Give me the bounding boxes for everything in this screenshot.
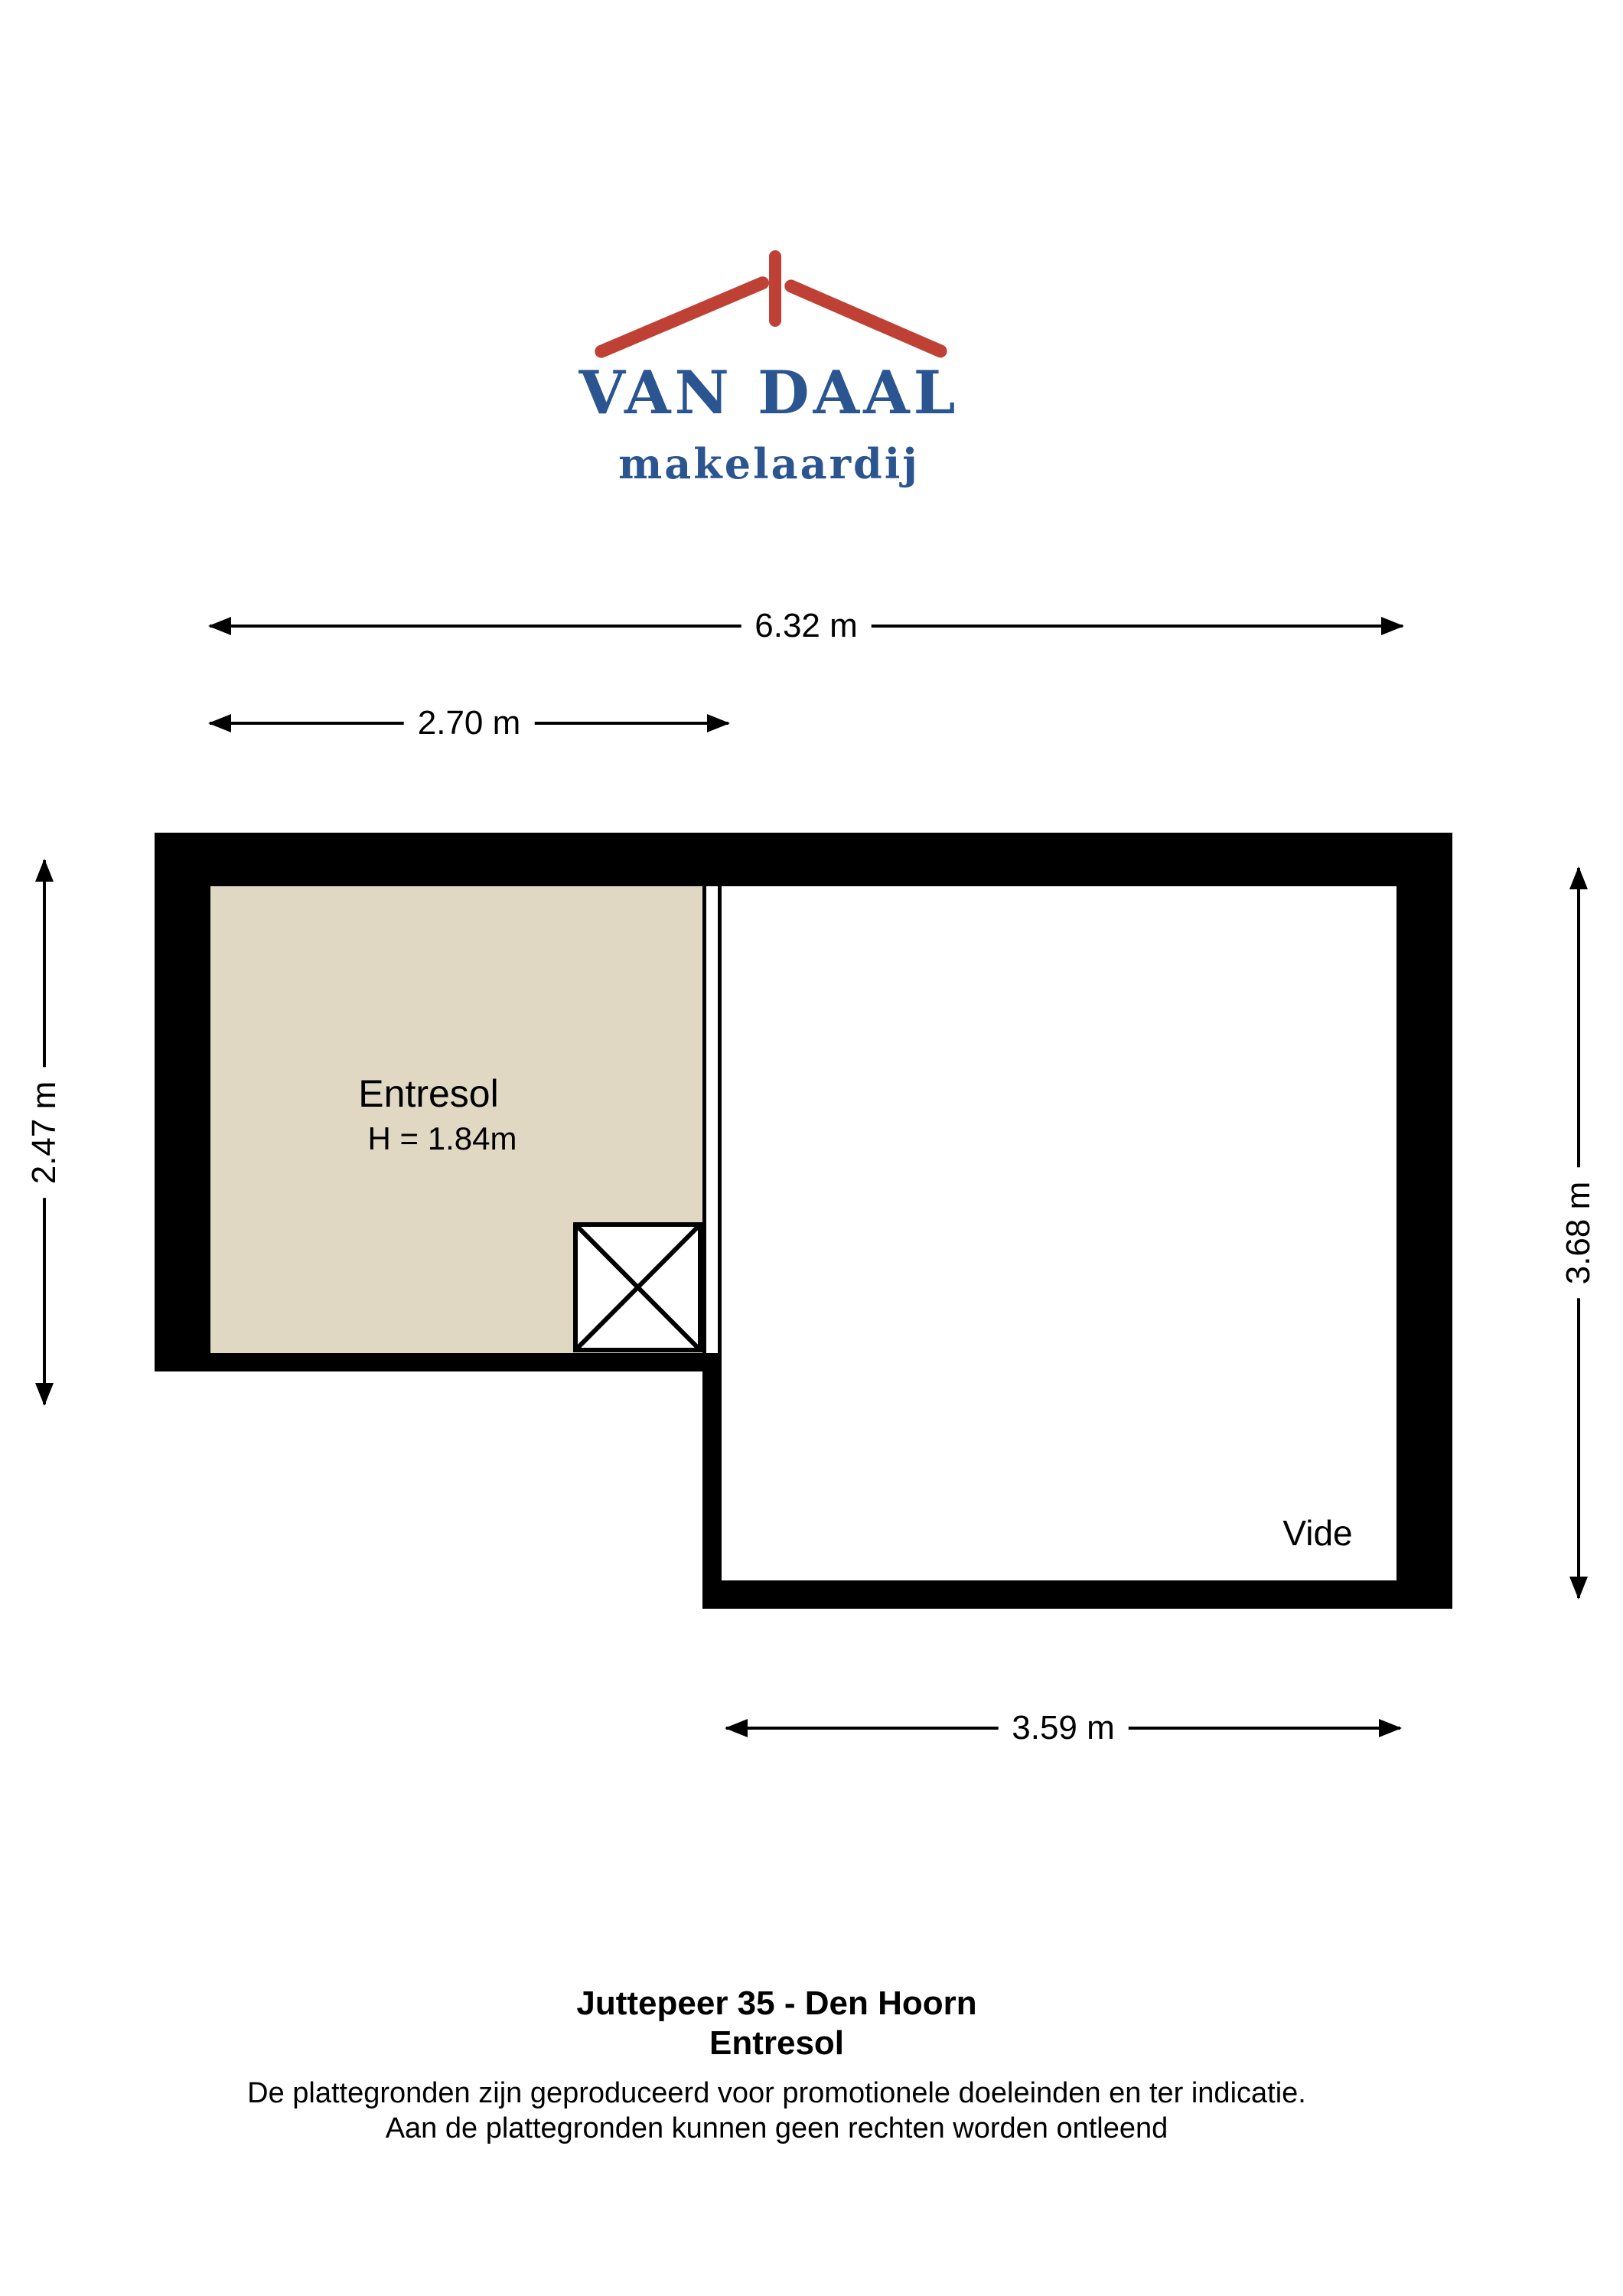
dimension-label-vide-width: 3.59 m [998,1707,1129,1749]
wall-entresol-bottom [155,1353,722,1371]
dimension-label-entresol-width: 2.70 m [404,703,535,744]
caption-title [0,1984,1553,2063]
wall-vide-bottom [702,1580,1452,1609]
room-label-vide: Vide [1282,1513,1353,1553]
dimension-arrow-vide-width [725,1709,1402,1746]
dimension-arrow-vide-height [1559,866,1597,1600]
caption-disclaimer [0,2076,1553,2146]
wall-left [155,833,210,1371]
room-label-entresol: Entresol [358,1072,499,1115]
disclaimer-line-2: Aan de plattegronden kunnen geen rechten worden ontleend [385,2112,1168,2144]
wall-vide-left [702,1353,722,1609]
vide-floor [722,886,1396,1580]
arrow-down-icon [35,1383,54,1406]
arrow-right-icon [1379,1719,1402,1737]
logo-title: VAN DAAL [578,358,960,428]
disclaimer-line-1: De plattegronden zijn geproduceerd voor promotionele doeleinden en ter indicatie. [247,2077,1306,2109]
dimension-label-vide-height: 3.68 m [1558,1168,1599,1299]
arrow-right-icon [1381,617,1404,635]
wall-right [1396,833,1452,1609]
wall-top [155,833,1452,886]
dimension-label-total-width: 6.32 m [741,605,872,647]
logo-subtitle: makelaardij [618,439,920,488]
dimension-label-entresol-height: 2.47 m [24,1067,65,1198]
dimension-arrow-total-width [208,607,1404,644]
room-ceiling-height-label: H = 1.84m [367,1120,517,1156]
caption-address: Juttepeer 35 - Den Hoorn [576,1985,977,2022]
caption-floor-name: Entresol [709,2024,845,2062]
railing-line [718,886,722,1353]
arrow-down-icon [1569,1577,1588,1600]
arrow-right-icon [707,714,730,732]
railing-line [702,886,706,1353]
void-cross-icon [573,1222,702,1352]
dimension-arrow-entresol-height [25,859,63,1406]
dimension-arrow-entresol-width [208,704,730,742]
